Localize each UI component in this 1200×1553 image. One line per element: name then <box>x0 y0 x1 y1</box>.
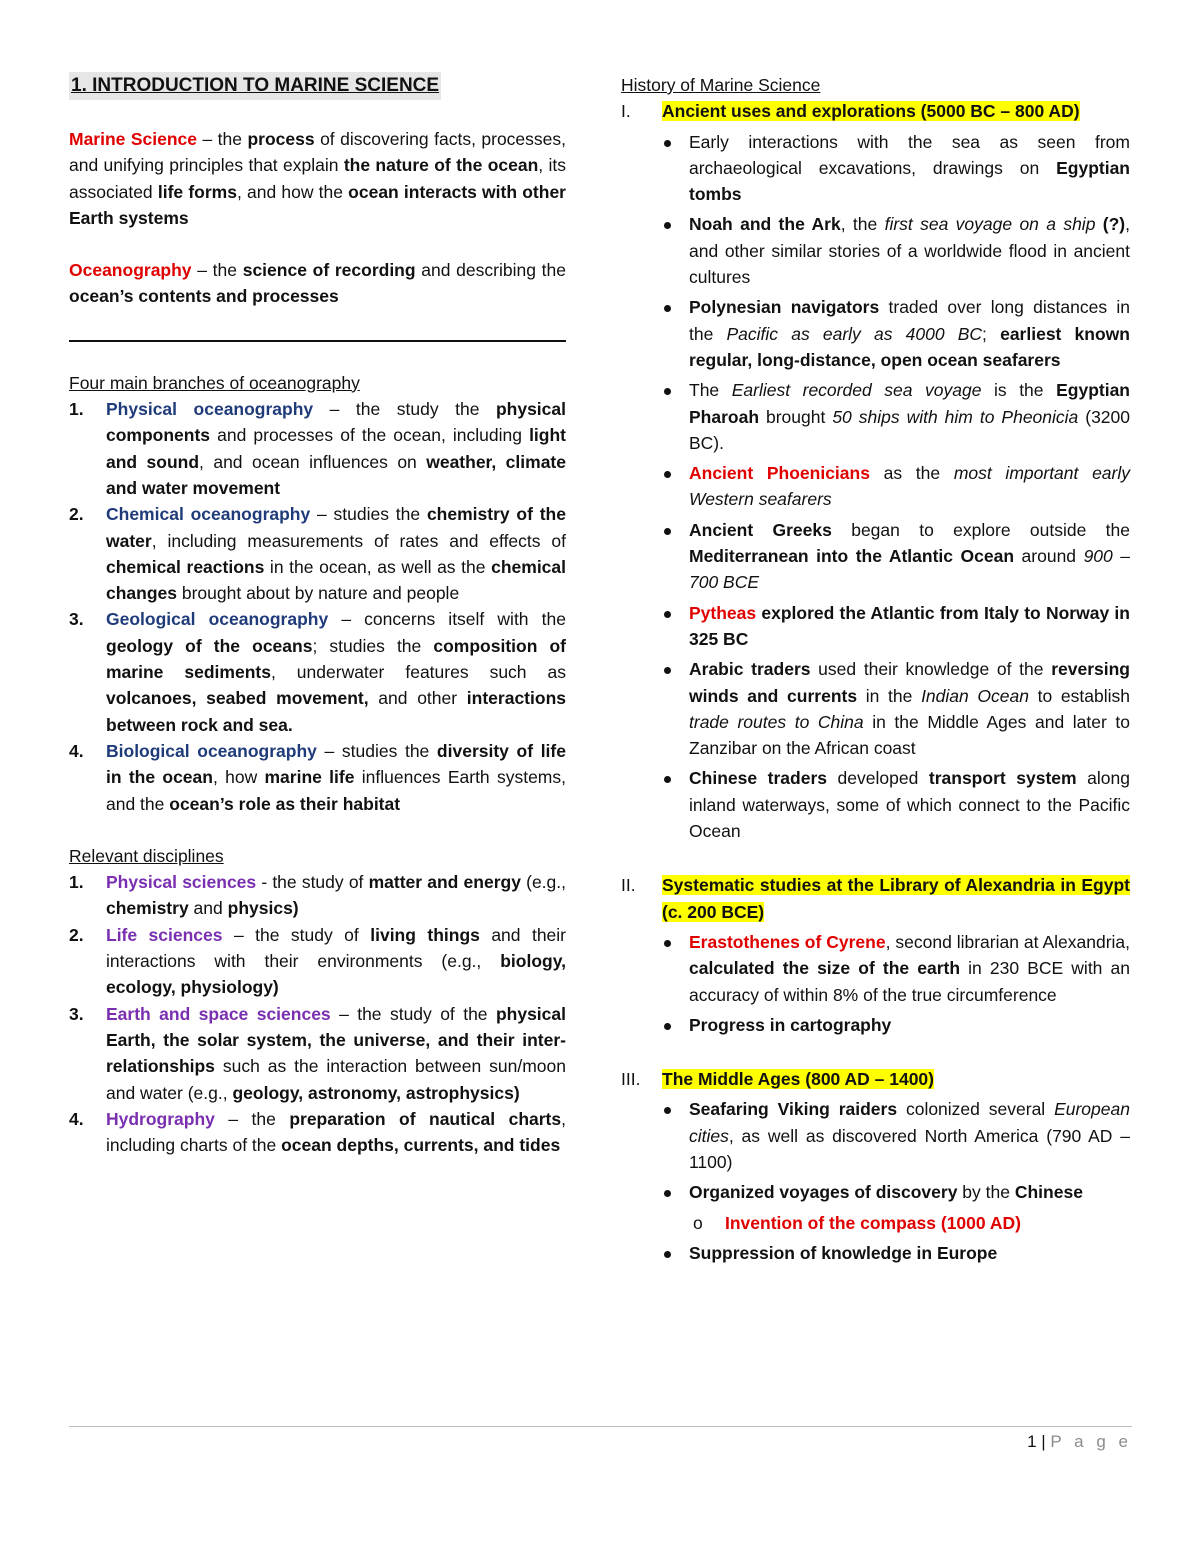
section-heading-1: I. Ancient uses and explorations (5000 BC – 800 AD) <box>621 101 1080 122</box>
list-item: Polynesian navigators traded over long distances in the Pacific as early as 4000 BC; earliest known regular, long-distance, open ocean seafarers <box>689 294 1130 373</box>
list-item: o Invention of the compass (1000 AD) <box>725 1210 1130 1236</box>
middle-ages-list <box>621 1096 1130 1266</box>
list-item: 4. Biological oceanography – studies the diversity of life in the ocean, how marine life influences Earth systems, and the ocean’s role as their habitat <box>69 740 566 814</box>
right-column <box>621 70 1130 1266</box>
branches-list <box>69 396 566 817</box>
list-item: 4. Hydrography – the preparation of nautical charts, including charts of the ocean depths, currents, and tides <box>69 1108 566 1156</box>
oceanography-definition: Oceanography – the science of recording and describing the ocean’s contents and processes <box>69 260 566 307</box>
disciplines-list <box>69 869 566 1158</box>
list-item: Early interactions with the sea as seen from archaeological excavations, drawings on Egyptian tombs <box>689 129 1130 208</box>
section-heading-3: III. The Middle Ages (800 AD – 1400) <box>621 1069 934 1090</box>
list-item: Suppression of knowledge in Europe <box>689 1240 1130 1266</box>
alexandria-list <box>621 929 1130 1038</box>
list-item: 1. Physical sciences - the study of matter and energy (e.g., chemistry and physics) <box>69 872 566 919</box>
bullet-icon <box>664 471 671 478</box>
footer-rule <box>69 1426 1132 1427</box>
section-title: 1. INTRODUCTION TO MARINE SCIENCE <box>69 72 441 100</box>
sub-list <box>689 1210 1130 1236</box>
bullet-icon <box>664 140 671 147</box>
list-item: Noah and the Ark, the first sea voyage on a ship (?), and other similar stories of a worldwide flood in ancient cultures <box>689 211 1130 290</box>
bullet-icon <box>664 776 671 783</box>
left-column <box>69 70 566 1158</box>
list-item: 3. Earth and space sciences – the study of the physical Earth, the solar system, the universe, and their inter-relationships such as the interaction between sun/moon and water (e.g., geology, astronomy, astrophysics) <box>69 1003 566 1103</box>
list-item: 2. Life sciences – the study of living things and their interactions with their environments (e.g., biology, ecology, physiology) <box>69 924 567 998</box>
marine-science-definition: Marine Science – the process of discovering facts, processes, and unifying principles that explain the nature of the ocean, its associated life forms, and how the ocean interacts with other Earth systems <box>69 129 567 228</box>
bullet-icon <box>664 305 671 312</box>
page-number: 1 <box>1027 1432 1037 1451</box>
page-footer <box>1027 1432 1132 1452</box>
list-item: 3. Geological oceanography – concerns itself with the geology of the oceans; studies the composition of marine sediments, underwater features such as volcanoes, seabed movement, and other interactions between rock and sea. <box>69 609 567 735</box>
list-item: 1. Physical oceanography – the study the physical components and processes of the ocean, including light and sound, and ocean influences on weather, climate and water movement <box>69 399 566 498</box>
bullet-icon <box>664 388 671 395</box>
bullet-icon <box>664 1251 671 1258</box>
footer-separator: | <box>1036 1432 1051 1451</box>
bullet-icon <box>664 667 671 674</box>
history-heading: History of Marine Science <box>621 75 821 95</box>
bullet-icon <box>664 1190 671 1197</box>
list-item: Arabic traders used their knowledge of the reversing winds and currents in the Indian Ocean to establish trade routes to China in the Middle Ages and later to Zanzibar on the African coast <box>689 656 1130 761</box>
ancient-list <box>621 129 1130 845</box>
page-label: P a g e <box>1050 1432 1132 1451</box>
list-item: Ancient Phoenicians as the most important early Western seafarers <box>689 460 1130 513</box>
list-item: Pytheas explored the Atlantic from Italy to Norway in 325 BC <box>689 600 1130 653</box>
list-item: Chinese traders developed transport system along inland waterways, some of which connect to the Pacific Ocean <box>689 765 1130 844</box>
bullet-icon <box>664 528 671 535</box>
bullet-icon <box>664 1107 671 1114</box>
list-item: Progress in cartography <box>689 1012 1130 1038</box>
list-item: Ancient Greeks began to explore outside the Mediterranean into the Atlantic Ocean around 900 – 700 BCE <box>689 517 1130 596</box>
list-item: Erastothenes of Cyrene, second librarian at Alexandria, calculated the size of the earth in 230 BCE with an accuracy of within 8% of the true circumference <box>689 929 1130 1008</box>
bullet-icon <box>664 611 671 618</box>
bullet-icon <box>664 1023 671 1030</box>
list-item: The Earliest recorded sea voyage is the Egyptian Pharoah brought 50 ships with him to Pheonicia (3200 BC). <box>689 377 1130 456</box>
list-item: Seafaring Viking raiders colonized several European cities, as well as discovered North America (790 AD – 1100) <box>689 1096 1130 1175</box>
bullet-icon <box>664 940 671 947</box>
bullet-icon <box>664 222 671 229</box>
branches-heading: Four main branches of oceanography <box>69 372 360 393</box>
circle-bullet-icon: o <box>693 1212 703 1233</box>
horizontal-rule <box>69 340 566 342</box>
list-item: Organized voyages of discovery by the Chinese o Invention of the compass (1000 AD) <box>689 1179 1130 1236</box>
list-item: 2. Chemical oceanography – studies the chemistry of the water, including measurements of rates and effects of chemical reactions in the ocean, as well as the chemical changes brought about by nature and people <box>69 504 567 604</box>
disciplines-heading: Relevant disciplines <box>69 845 224 866</box>
section-heading-2: II. Systematic studies at the Library of Alexandria in Egypt (c. 200 BCE) <box>621 875 1130 922</box>
